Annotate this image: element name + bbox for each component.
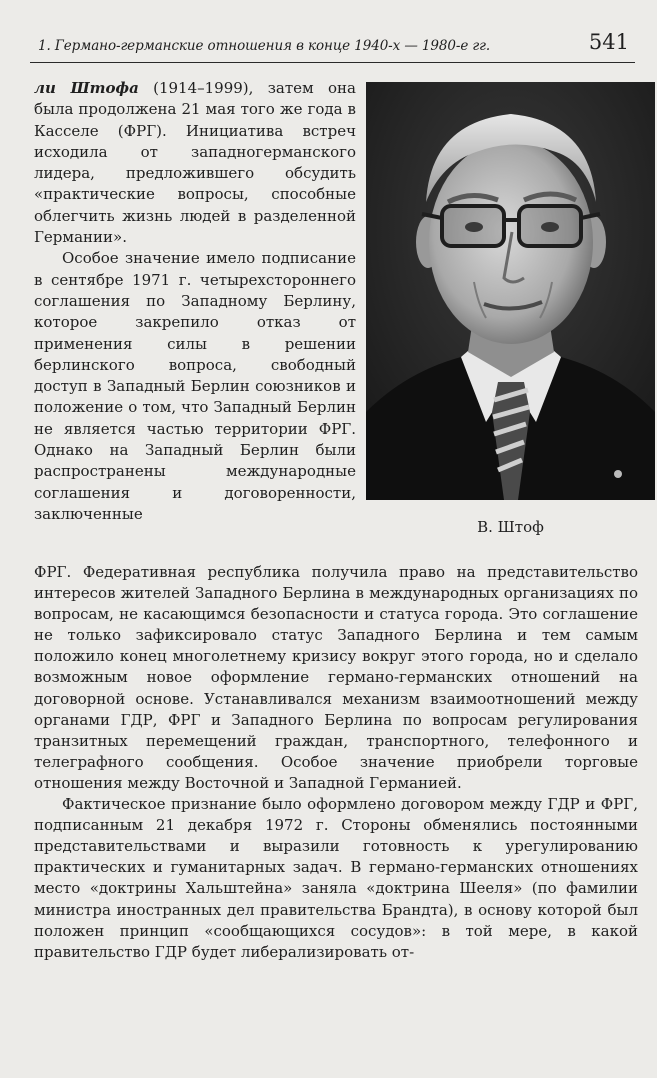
- text-column-left: [34, 78, 356, 525]
- paragraph-continued: [34, 78, 356, 248]
- portrait-photo: [366, 82, 655, 500]
- portrait-figure: [366, 82, 655, 554]
- bold-name: ли Штофа: [34, 79, 139, 97]
- running-head: 1. Германо-германские отношения в конце 1940-х — 1980-е гг.: [38, 38, 491, 54]
- page-number: 541: [588, 30, 629, 54]
- paragraph-agreement-start: Особое значение имело подписание в сентябре 1971 г. четырехстороннего соглашения по Западному Берлину, которое закрепило отказ от применения силы в решении берлинского вопроса, свободный доступ в Западный Берлин союзников и положение о том, что Западный Берлин не является частью территории ФРГ. Однако на Западный Берлин были распространены международные соглашения и договоренности, заключенные: [34, 249, 356, 523]
- photo-caption: В. Штоф: [477, 518, 544, 536]
- text-full-width: [34, 562, 638, 963]
- portrait-photo-icon: [366, 82, 655, 500]
- page-header: [30, 28, 635, 63]
- paragraph-recognition: Фактическое признание было оформлено договором между ГДР и ФРГ, подписанным 21 декабря 1972 г. Стороны обменялись постоянными представительствами и выразили готовность к урегулированию практических и гуманитарных задач. В германо-германских отношениях место «доктрины Хальштейна» заняла «доктрина Шееля» (по фамилии министра иностранных дел правительства Брандта), в основу которой был положен принцип «сообщающихся сосудов»: в той мере, в какой правительство ГДР будет либерализировать от-: [34, 795, 638, 961]
- paragraph-text: (1914–1999), затем она была продолжена 21 мая того же года в Касселе (ФРГ). Инициатива встреч исходила от западногерманского лидера, предложившего обсудить «практические вопросы, способные облегчить жизнь людей в разделенной Германии».: [34, 79, 356, 247]
- paragraph-agreement-cont: ФРГ. Федеративная республика получила право на представительство интересов жителей Западного Берлина в международных организациях по вопросам, не касающимся безопасности и статуса города. Это соглашение не только зафиксировало статус Западного Берлина и тем самым положило конец многолетнему кризису вокруг этого города, но и сделало возможным новое оформление германо-германских отношений на договорной основе. Устанавливался механизм взаимоотношений между органами ГДР, ФРГ и Западного Берлина по вопросам регулирования транзитных перемещений граждан, транспортного, телефонного и телеграфного сообщения. Особое значение приобрели торговые отношения между Восточной и Западной Германией.: [34, 563, 638, 792]
